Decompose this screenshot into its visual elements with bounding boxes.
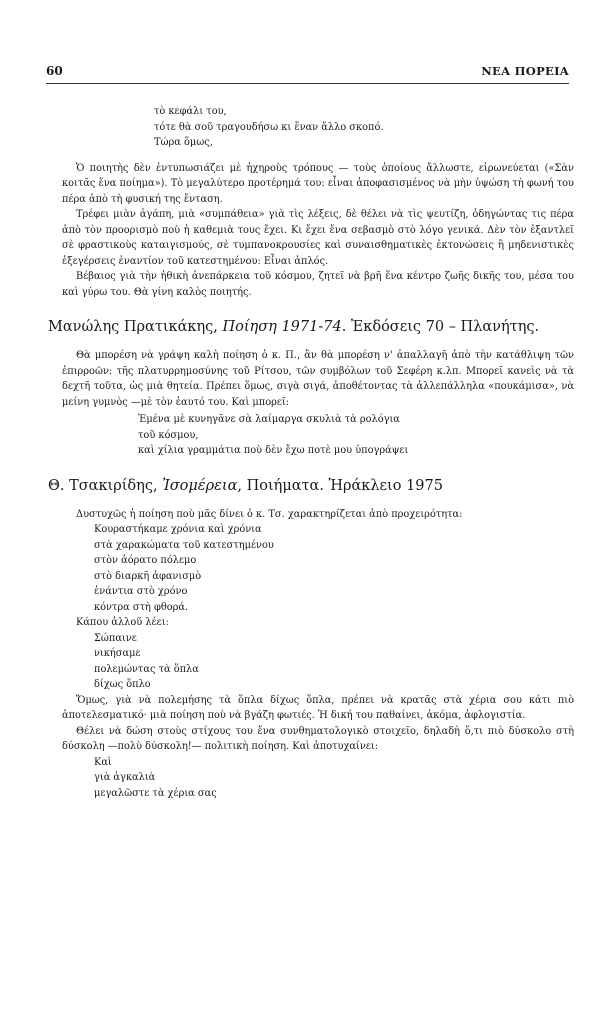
verse-line: Τώρα ὅμως,: [154, 137, 213, 148]
verse-line: στὰ χαρακώματα τοῦ κατεστημένου: [94, 539, 274, 551]
verse-line: δίχως ὅπλο: [94, 679, 151, 690]
verse-line: τότε θὰ σοῦ τραγουδήσω κι ἕναν ἄλλο σκοπό.: [154, 121, 384, 133]
header-rule: [46, 83, 569, 84]
verse-line: Σώπαινε: [94, 632, 137, 644]
verse-line: Ἐμένα μὲ κυνηγᾶνε σὰ λαίμαργα σκυλιὰ τὰ ρολόγια: [138, 414, 400, 425]
verse-line: γιὰ ἀγκαλιὰ: [94, 772, 156, 783]
paragraph: Θὰ μπορέση νὰ γράψη καλὴ ποίηση ὁ κ. Π., ἂν θὰ μπορέση ν' ἀπαλλαγῆ ἀπὸ τὴν κατάθλιψη τῶν ἐπιρροῶν: τῆς πλατυρρημοσύνης τοῦ Ρίτσου, τῶν συμβόλων τοῦ Σεφέρη κ.λπ. Μπορεῖ κανεὶς νὰ τὰ δεχτῆ τοῦτα, ὡς μιὰ θητεία. Πρέπει ὅμως, σιγὰ σιγά, ἀποθέτοντας τὰ ἀλλεπάλληλα «πουκάμισα», νὰ μείνη γυμνὸς —μὲ τὸν ἑαυτό του. Καὶ μπορεῖ:: [62, 350, 574, 408]
heading-author: Θ. Τσακιρίδης,: [48, 477, 163, 494]
verse-line: μεγαλῶστε τὰ χέρια σας: [94, 787, 217, 799]
heading-details: . Ἐκδόσεις 70 – Πλανήτης.: [341, 319, 540, 335]
article-body: [48, 104, 574, 801]
paragraph: Κάπου ἀλλοῦ λέει:: [76, 617, 169, 628]
review-heading-2: [48, 477, 574, 495]
verse-line: Καὶ: [94, 756, 112, 768]
paragraph: Τρέφει μιὰν ἀγάπη, μιὰ «συμπάθεια» γιὰ τὶς λέξεις, δὲ θέλει νὰ τὶς ψευτίζη, ὁδηγώντας τις πέρα ἀπὸ τὸν προορισμὸ ποὺ ἡ καθεμιὰ τους ἔχει. Κι ἔχει ἕνα σεβασμὸ στὸ λόγο γενικά. Δὲν τὸν ἐξαντλεῖ σὲ φραστικοὺς καταιγισμούς, σὲ τυμπανοκρουσίες καὶ συναισθηματικὲς ἐκτονώσεις ἢ μηδενιστικὲς ἐξεγέρσεις ἐναντίον τοῦ κατεστημένου: Εἶναι ἁπλός.: [62, 209, 574, 267]
heading-author: Μανώλης Πρατικάκης,: [48, 319, 223, 335]
verse-quote-4: [62, 631, 574, 693]
review-heading-1: [48, 318, 574, 336]
verse-quote-1: [62, 104, 574, 151]
heading-book-title: Ποίηση 1971-74: [222, 319, 342, 335]
paragraph: Δυστυχῶς ἡ ποίηση ποὺ μᾶς δίνει ὁ κ. Τσ. χαρακτηρίζεται ἀπὸ προχειρότητα:: [76, 508, 463, 520]
verse-line: ἐνάντια στὸ χρόνο: [94, 586, 188, 597]
verse-quote-5: [62, 755, 574, 802]
verse-quote-2: [62, 412, 574, 459]
verse-line: Κουραστήκαμε χρόνια καὶ χρόνια: [94, 524, 262, 535]
paragraph: Βέβαιος γιὰ τὴν ἠθικὴ ἀνεπάρκεια τοῦ κόσμου, ζητεῖ νὰ βρῆ ἕνα κέντρο ζωῆς δικῆς του, μέσα του καὶ γύρω του. Θὰ γίνη καλὸς ποιητής.: [62, 271, 574, 298]
verse-line: στὸ διαρκῆ ἀφανισμὸ: [94, 570, 202, 582]
verse-line: πολεμώντας τὰ ὅπλα: [94, 663, 199, 675]
paragraph: Ὁ ποιητὴς δὲν ἐντυπωσιάζει μὲ ἠχηροὺς τρόπους — τοὺς ὁποίους ἄλλωστε, εἰρωνεύεται («Σὰν κοιτᾶς ἕνα ποίημα»). Τὸ μεγαλύτερο προτέρημά του: εἶναι ἀποφασισμένος νὰ μὴν ὑψώση τὴ φωνή του πέρα ἀπὸ τὴ φυσική της ἔνταση.: [62, 162, 574, 205]
verse-line: κόντρα στὴ φθορά.: [94, 601, 189, 613]
paragraph: Θέλει νὰ δώση στοὺς στίχους του ἕνα συνθηματολογικὸ στοιχεῖο, δηλαδὴ ὅ,τι πιὸ δύσκολο στὴ δύσκολη —πολὺ δύσκολη!— πολιτικὴ ποίηση. Καὶ ἀποτυχαίνει:: [62, 725, 574, 752]
verse-line: καὶ χίλια γραμμάτια ποὺ δὲν ἔχω ποτὲ μου ὑπογράψει: [138, 445, 409, 456]
page-header: [46, 64, 569, 80]
heading-details: , Ποιήματα. Ἡράκλειο 1975: [237, 477, 443, 494]
paragraph: Ὅμως, γιὰ νὰ πολεμήσης τὰ ὅπλα δίχως ὅπλα, πρέπει νὰ κρατᾶς στὰ χέρια σου κάτι πιὸ ἀποτελεσματικό· μιὰ ποίηση ποὺ νὰ βγάζη φωτιές. Ἡ δική του παθαίνει, ἀκόμα, ἀφλογιστία.: [62, 694, 574, 721]
verse-line: τοῦ κόσμου,: [138, 429, 199, 441]
page-number: 60: [46, 64, 63, 78]
verse-line: τὸ κεφάλι του,: [154, 106, 227, 117]
verse-line: στὸν ἀόρατο πόλεμο: [94, 555, 197, 566]
running-title: ΝΕΑ ΠΟΡΕΙΑ: [481, 64, 569, 78]
heading-book-title: Ἰσομέρεια: [162, 477, 238, 494]
verse-line: νικήσαμε: [94, 648, 141, 659]
verse-quote-3: [62, 522, 574, 615]
